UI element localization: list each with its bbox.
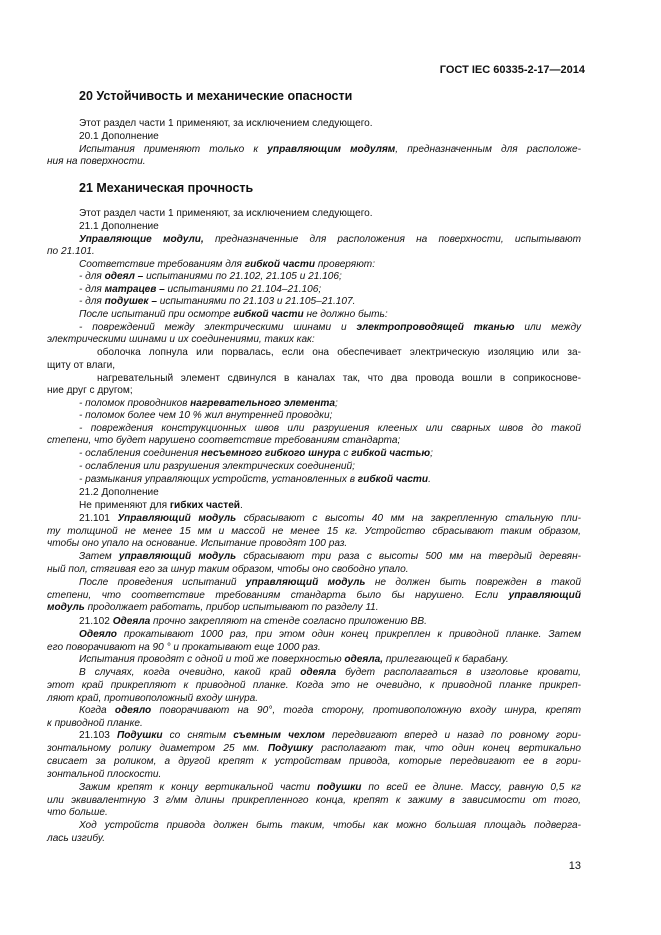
text-run: лась изгибу. [47,833,105,844]
text-run: съемным чехлом [233,730,325,741]
section-21-heading: 21 Механическая прочность [79,181,254,195]
text-run: 21.1 Дополнение [79,221,159,232]
text-run: Управляющие модули, [79,234,204,245]
text-run: зонтальной плоскости. [47,769,162,780]
text-line [47,833,581,845]
text-run: Подушки [116,730,163,741]
text-line [47,334,581,346]
text-run: свисает за роликом, а другой крепят к устройствам привода, которые передвигают ее в гори- [47,756,581,767]
page-number: 13 [568,860,581,872]
text-line [79,820,581,832]
text-line [79,271,581,283]
text-run: предназначенные для расположения на поверхности, испытывают [203,234,581,245]
text-run: Когда [79,705,115,716]
text-run: - поломок проводников [79,398,191,409]
text-run: оболочка лопнула или порвалась, если она обеспечивает электрическую изоляцию или за- [97,347,581,358]
text-line [79,118,581,130]
text-run: не должно быть: [303,309,388,320]
text-run: его поворачивают на 90 ° и прокатывают еще 1000 раз. [47,642,321,653]
text-run: подушек – [104,296,157,307]
text-run: сбрасывают три раза с высоты 500 мм на твердый деревян- [236,551,581,562]
text-line [79,144,581,156]
text-run: Подушку [267,743,313,754]
text-run: ние друг с другом; [47,385,133,396]
text-line [79,284,581,296]
text-run: по всей ее длине. Массу, равную 0,5 кг [361,782,582,793]
text-line [79,448,581,460]
text-run: чтобы оно упало на основание. Испытание проводят 100 раз. [47,538,348,549]
text-run: Ход устройств привода должен быть таким, чтобы как можно большая площадь подверга- [79,820,581,831]
text-run: 21.101 [79,513,118,524]
text-run: гибкой части [244,259,316,270]
text-line [47,602,581,614]
text-run: - повреждения конструкционных швов или разрушения клееных или сварных швов до такой [79,423,581,434]
text-line [79,461,581,473]
text-line [79,234,581,246]
section-20-heading: 20 Устойчивость и механические опасности [79,89,353,103]
text-line [79,782,581,794]
text-run: - ослабления соединения [79,448,202,459]
text-run: подушки [316,782,362,793]
text-line [97,373,581,385]
text-run: ; [334,398,338,409]
text-run: - повреждений между электрическими шинами и [79,322,357,333]
text-line [79,309,581,321]
text-run: со снятым [162,730,234,741]
text-run: одеяла [300,667,337,678]
text-line [79,654,581,666]
text-line [79,513,581,525]
text-line [79,730,581,742]
text-run: электропроводящей тканью [356,322,515,333]
text-line [47,564,581,576]
text-run: зонтальному ролику диаметром 25 мм. [47,743,268,754]
text-run: Зажим крепят к концу вертикальной части [79,782,317,793]
text-run: с [340,448,352,459]
text-run: Испытания проводят с одной и той же поверхностью [79,654,345,665]
text-line [79,705,581,717]
text-line [79,259,581,271]
text-run: прочно закрепляют на стенде согласно приложению ВВ. [150,616,427,627]
text-run: степени, что будет нарушено соответствие требованиям стандарта; [47,435,401,446]
text-run: После испытаний при осмотре [79,309,234,320]
text-line [47,642,581,654]
text-line [47,360,581,372]
text-run: 20.1 Дополнение [79,131,159,142]
text-run: гибкой части [357,474,429,485]
text-run: располагают так, что один конец вертикально [313,743,582,754]
text-run: гибкой части [233,309,304,320]
text-run: одеяла, [344,654,384,665]
text-line [79,500,581,512]
text-run: прокатывают 1000 раз, при этом один конец прикреплен к приводной планке. Затем [116,629,581,640]
text-run: гибкой частью [351,448,431,459]
text-run: После проведения испытаний [79,577,246,588]
text-run: ния на поверхности. [47,156,146,167]
text-run: . [428,474,431,485]
text-run: Не применяют для [79,500,170,511]
text-line [47,680,581,692]
text-line [79,551,581,563]
text-run: 21.102 [79,616,113,627]
text-run: поворачивают на 90°, тогда сторону, противоположную входу шнура, крепят [151,705,581,716]
text-line [79,208,581,220]
text-run: управляющий модуль [245,577,366,588]
text-line [79,423,581,435]
text-run: степени, что соответствие требованиям стандарта было бы нарушено. Если [47,590,509,601]
text-run: не должен быть поврежден в такой [365,577,581,588]
text-line [97,347,581,359]
text-line [79,667,581,679]
text-run: управляющим модулям [267,144,396,155]
text-run: - поломок более чем 10 % жил внутренней проводки; [79,410,333,421]
text-run: - для [79,284,105,295]
standard-header: ГОСТ IEC 60335-2-17—2014 [439,64,585,76]
text-run: электрическими шинами и их соединениями, таких как: [47,334,315,345]
text-run: Этот раздел части 1 применяют, за исключением следующего. [79,208,373,219]
text-run: испытаниями по 21.103 и 21.105–21.107. [156,296,356,307]
text-run: - размыкания управляющих устройств, установленных в [79,474,358,485]
text-line [47,807,581,819]
text-line [47,246,581,258]
text-run: гибких частей [169,500,241,511]
text-run: одеял – [104,271,144,282]
text-run: по 21.101. [47,246,95,257]
text-line [47,526,581,538]
text-line [47,590,581,602]
text-run: ляют край, противоположный входу шнура. [47,693,259,704]
text-run: Испытания применяют только к [79,144,268,155]
text-run: ; [430,448,433,459]
text-run: ный пол, стягивая его за шнур таким образом, чтобы оно свободно упало. [47,564,409,575]
text-line [47,385,581,397]
text-run: одеяло [114,705,152,716]
text-run: проверяют: [315,259,376,270]
text-run: к приводной планке. [47,718,143,729]
text-run: прилегающей к барабану. [383,654,509,665]
text-run: несъемного гибкого шнура [201,448,341,459]
text-line [79,410,581,422]
text-run: модуль [47,602,85,613]
text-run: Управляющий модуль [117,513,237,524]
text-run: передвигают вперед и назад по ровному гори- [324,730,581,741]
text-run: нагревательный элемент сдвинулся в каналах так, что два провода вошли в соприкоснове- [97,373,581,384]
text-run: 21.2 Дополнение [79,487,159,498]
text-run: или эквивалентную 3 г/мм длины прикрепленного конца, крепят к зажиму в зависимости от того, [47,795,581,806]
text-run: испытаниями по 21.104–21.106; [164,284,322,295]
text-line [47,693,581,705]
text-run: матрацев – [104,284,165,295]
text-run: щиту от влаги, [47,360,116,371]
text-line [79,322,581,334]
text-run: сбрасывают с высоты 40 мм на закрепленную стальную пли- [236,513,581,524]
text-line [79,629,581,641]
text-run: 21.103 [79,730,117,741]
text-line [47,718,581,730]
text-run: Соответствие требованиям для [79,259,245,270]
text-line [47,769,581,781]
text-run: , предназначенным для расположе- [395,144,582,155]
text-run: Этот раздел части 1 применяют, за исключением следующего. [79,118,373,129]
text-line [47,795,581,807]
text-run: ту толщиной не менее 15 мм и массой не менее 15 кг. Устройство сбрасывают таким образом, [47,526,581,537]
text-line [79,131,581,143]
text-line [47,538,581,550]
text-run: будет располагаться в изголовье кровати, [336,667,581,678]
text-run: что больше. [47,807,108,818]
text-run: управляющий модуль [118,551,237,562]
text-line [79,487,581,499]
text-run: Затем [79,551,119,562]
text-line [79,221,581,233]
text-run: управляющий [508,590,581,601]
text-line [47,743,581,755]
text-line [47,156,581,168]
text-run: этот край прикрепляют к приводной планке. Когда это не очевидно, к приводной планке прикреп- [47,680,581,691]
text-line [79,296,581,308]
text-line [47,435,581,447]
text-run: - для [79,271,105,282]
text-line [79,577,581,589]
text-run: В случаях, когда очевидно, какой край [79,667,301,678]
text-run: Одеяло [79,629,117,640]
text-line [79,616,581,628]
text-line [79,398,581,410]
text-line [79,474,581,486]
text-run: . [240,500,243,511]
text-run: - ослабления или разрушения электрических соединений; [79,461,355,472]
text-run: Одеяла [112,616,151,627]
text-run: продолжает работать, прибор испытывают по разделу 11. [84,602,379,613]
text-run: - для [79,296,105,307]
text-line [47,756,581,768]
text-run: испытаниями по 21.102, 21.105 и 21.106; [143,271,342,282]
text-run: или между [514,322,582,333]
text-run: нагревательного элемента [190,398,335,409]
